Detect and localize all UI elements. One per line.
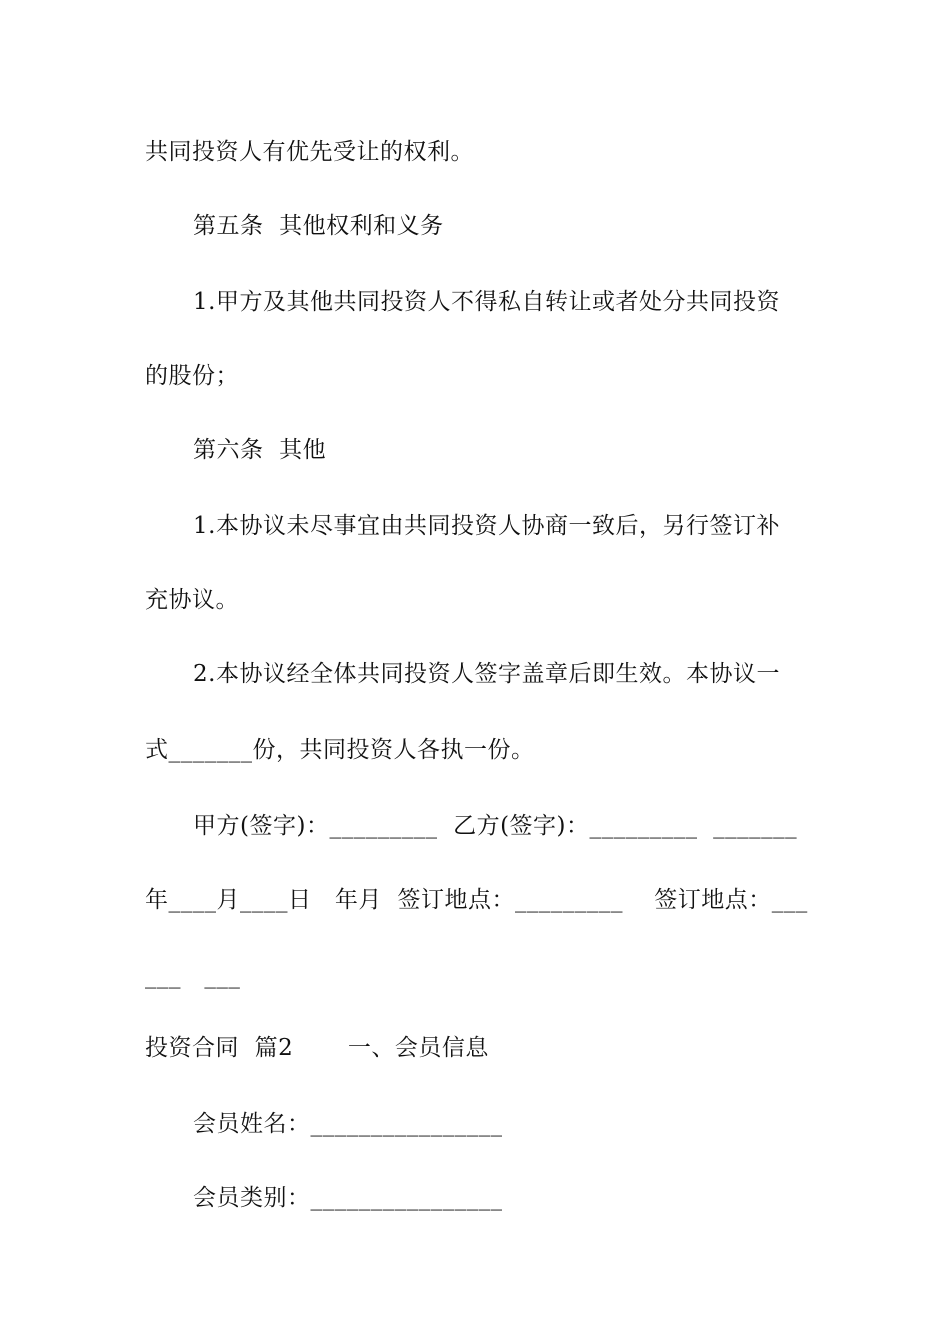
section-heading: 投资合同 篇2 一、会员信息 bbox=[145, 1035, 489, 1061]
signature-line: 甲方(签字)：_________ 乙方(签字)：_________ _______ bbox=[193, 813, 798, 839]
text-line: 2.本协议经全体共同投资人签字盖章后即生效。本协议一 bbox=[193, 661, 780, 687]
article-heading: 第五条 其他权利和义务 bbox=[193, 213, 444, 239]
text-line: 1.甲方及其他共同投资人不得私自转让或者处分共同投资 bbox=[193, 289, 780, 315]
article-heading: 第六条 其他 bbox=[193, 437, 327, 463]
member-name-field: 会员姓名：________________ bbox=[193, 1111, 503, 1137]
blank-line: ___ ___ bbox=[145, 963, 241, 989]
text-line: 共同投资人有优先受让的权利。 bbox=[145, 139, 474, 165]
member-type-field: 会员类别：________________ bbox=[193, 1185, 503, 1211]
text-line: 1.本协议未尽事宜由共同投资人协商一致后，另行签订补 bbox=[193, 513, 780, 539]
text-line: 的股份； bbox=[145, 363, 239, 389]
date-place-line: 年____月____日 年月 签订地点：_________ 签订地点：___ bbox=[145, 887, 808, 913]
text-line: 式_______份，共同投资人各执一份。 bbox=[145, 737, 535, 763]
text-line: 充协议。 bbox=[145, 587, 239, 613]
